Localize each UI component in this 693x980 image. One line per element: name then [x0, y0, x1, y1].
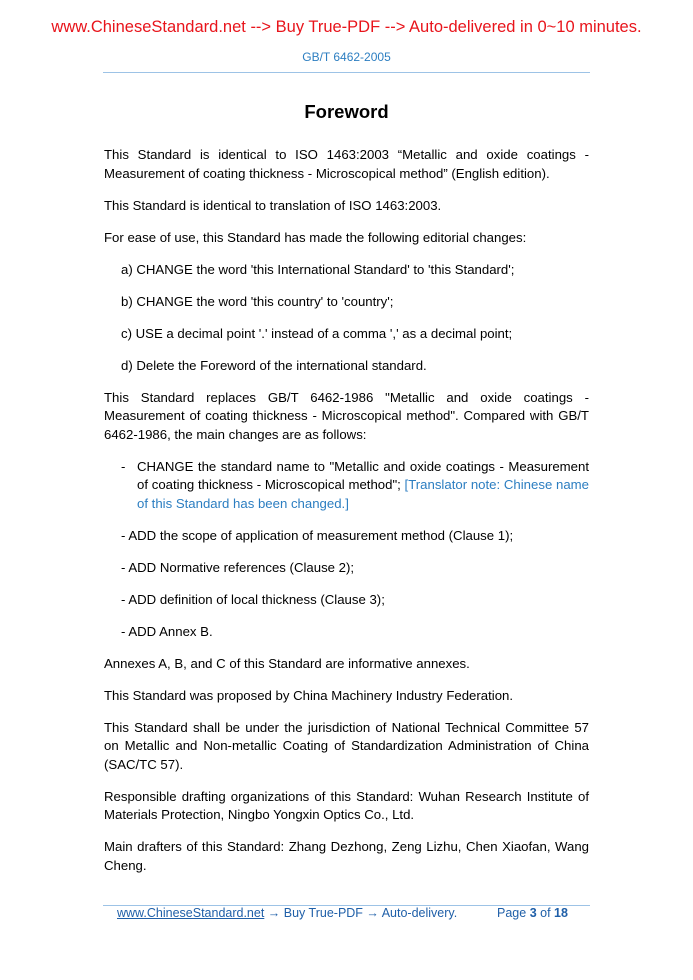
paragraph: For ease of use, this Standard has made the following editorial changes:	[104, 229, 527, 245]
list-item: - ADD Annex B.	[121, 623, 213, 639]
page-label: Page	[497, 906, 527, 920]
list-item: d) Delete the Foreword of the international standard.	[121, 357, 427, 373]
paragraph: This Standard is identical to translation of ISO 1463:2003.	[104, 197, 442, 213]
header-divider	[103, 72, 590, 73]
list-item: a) CHANGE the word 'this International Standard' to 'this Standard';	[121, 261, 515, 277]
dash-marker: -	[121, 458, 126, 474]
page-title: Foreword	[304, 101, 389, 122]
paragraph: This Standard is identical to ISO 1463:2003 “Metallic and oxide coatings - Measurement of coating thickness - Microscopical method” (English edition).	[104, 147, 589, 181]
change-text: CHANGE the standard name to "Metallic and oxide coatings - Measurement of coating thickness - Microscopical method";	[137, 458, 589, 492]
footer-link[interactable]: www.ChineseStandard.net	[117, 906, 265, 920]
top-banner[interactable]: www.ChineseStandard.net --> Buy True-PDF --> Auto-delivered in 0~10 minutes.	[51, 18, 642, 36]
list-item	[121, 458, 589, 514]
list-item: b) CHANGE the word 'this country' to 'country';	[121, 293, 394, 309]
page-of: of	[540, 906, 551, 920]
footer-text: → Buy True-PDF → Auto-delivery.	[264, 906, 458, 920]
foreword-body	[104, 146, 589, 889]
list-item: - ADD definition of local thickness (Clause 3);	[121, 591, 385, 607]
list-item: - ADD the scope of application of measurement method (Clause 1);	[121, 527, 514, 543]
list-item: c) USE a decimal point '.' instead of a comma ',' as a decimal point;	[121, 325, 513, 341]
list-item: - ADD Normative references (Clause 2);	[121, 559, 355, 575]
paragraph: Responsible drafting organizations of this Standard: Wuhan Research Institute of Materials Protection, Ningbo Yongxin Optics Co., Ltd.	[104, 788, 589, 822]
page-current: 3	[529, 906, 537, 920]
paragraph: Main drafters of this Standard: Zhang Dezhong, Zeng Lizhu, Chen Xiaofan, Wang Cheng.	[104, 839, 589, 873]
translator-note: [Translator note: Chinese name of this Standard has been changed.]	[137, 477, 590, 511]
paragraph: Annexes A, B, and C of this Standard are informative annexes.	[104, 655, 470, 671]
paragraph: This Standard was proposed by China Machinery Industry Federation.	[104, 687, 514, 703]
footer	[117, 906, 587, 920]
document-code: GB/T 6462-2005	[302, 50, 391, 64]
page-total: 18	[554, 906, 568, 920]
paragraph: This Standard replaces GB/T 6462-1986 "Metallic and oxide coatings - Measurement of coating thickness - Microscopical method". Compared with GB/T 6462-1986, the main changes are as follows:	[104, 389, 589, 442]
page-indicator	[497, 906, 568, 920]
paragraph: This Standard shall be under the jurisdiction of National Technical Committee 57 on Metallic and Non-metallic Coating of Standardization Administration of China (SAC/TC 57).	[104, 719, 589, 772]
